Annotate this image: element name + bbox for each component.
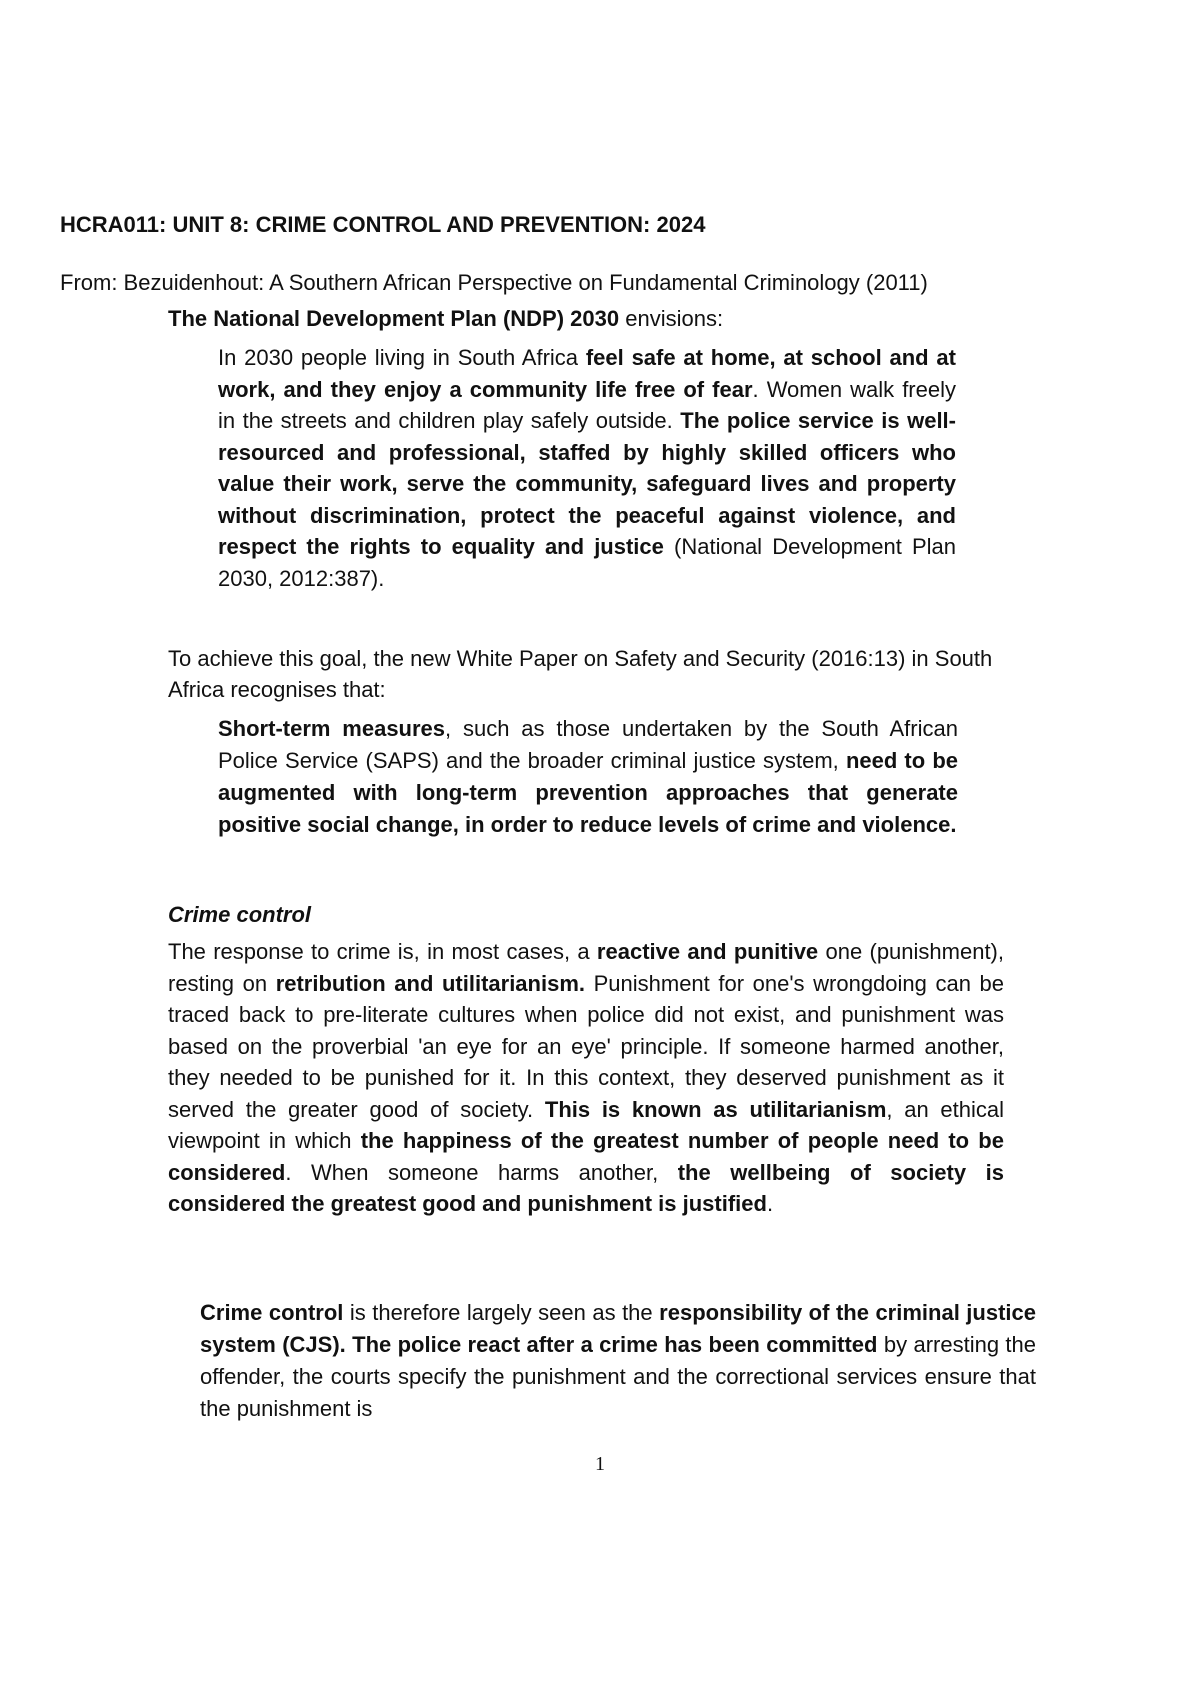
body2-segment: Crime control (200, 1300, 344, 1325)
ndp-quote (218, 342, 956, 594)
quote2-segment: Short-term measures (218, 716, 446, 741)
ndp-intro-bold: The National Development Plan (NDP) 2030 (168, 306, 620, 331)
ndp-intro-rest: envisions: (619, 306, 724, 331)
source-citation: From: Bezuidenhout: A Southern African Perspective on Fundamental Criminology (2011) (60, 270, 928, 295)
body1-segment: retribution and utilitarianism. (275, 970, 586, 996)
body1-segment: , an ethical viewpoint in which (168, 1096, 1005, 1153)
body1-segment: reactive and punitive (596, 939, 819, 964)
quote1-segment: In 2030 people living in South Africa (218, 345, 586, 370)
ndp-intro (168, 304, 1068, 334)
body1-segment: one (punishment), resting on (168, 939, 1004, 996)
body1-segment: . (766, 1191, 774, 1216)
body2-segment: responsibility of the criminal justice system (CJS). The police react after a crime has been committed (200, 1300, 1036, 1357)
quote1-segment: (National Development Plan 2030, 2012:387). (218, 534, 956, 591)
body1-segment: the happiness of the greatest number of people need to be considered (168, 1128, 1004, 1185)
white-paper-intro: To achieve this goal, the new White Paper on Safety and Security (2016:13) in South Africa recognises that: (168, 646, 993, 702)
page-number: 1 (595, 1453, 605, 1475)
quote1-segment: The police service is well-resourced and professional, staffed by highly skilled officers who value their work, serve the community, safeguard lives and property without discrimination, protect the peaceful against violence, and respect the rights to equality and justice (218, 408, 956, 559)
body1-segment: The response to crime is, in most cases, a (168, 939, 597, 964)
body1-segment: Punishment for one's wrongdoing can be traced back to pre-literate cultures when police did not exist, and punishment was based on the proverbial 'an eye for an eye' principle. If someone harmed another, they needed to be punished for it. In this context, they deserved punishment as it served the greater good of society. (168, 970, 1005, 1122)
body1-segment: This is known as utilitarianism (544, 1096, 887, 1122)
section-heading-crime-control: Crime control (168, 902, 312, 927)
body2-segment: is therefore largely seen as the (343, 1300, 660, 1325)
body2-segment: by arresting the offender, the courts specify the punishment and the correctional services ensure that the punishment is (200, 1332, 1037, 1421)
body1-segment: the wellbeing of society is considered the greatest good and punishment is justified (168, 1159, 1004, 1216)
quote1-segment: feel safe at home, at school and at work, and they enjoy a community life free of fear (218, 345, 956, 402)
quote2-segment: need to be augmented with long-term prevention approaches that generate positive social change, in order to reduce levels of crime and violence. (218, 748, 959, 837)
document-title: HCRA011: UNIT 8: CRIME CONTROL AND PREVENTION: 2024 (60, 212, 706, 237)
quote1-segment: . Women walk freely in the streets and children play safely outside. (218, 376, 956, 433)
crime-control-cjs-paragraph (200, 1297, 1036, 1425)
body1-segment: . When someone harms another, (285, 1159, 678, 1185)
quote2-segment: , such as those undertaken by the South African Police Service (SAPS) and the broader criminal justice system, (218, 716, 958, 773)
crime-control-paragraph (168, 936, 1004, 1220)
white-paper-quote (218, 713, 958, 841)
